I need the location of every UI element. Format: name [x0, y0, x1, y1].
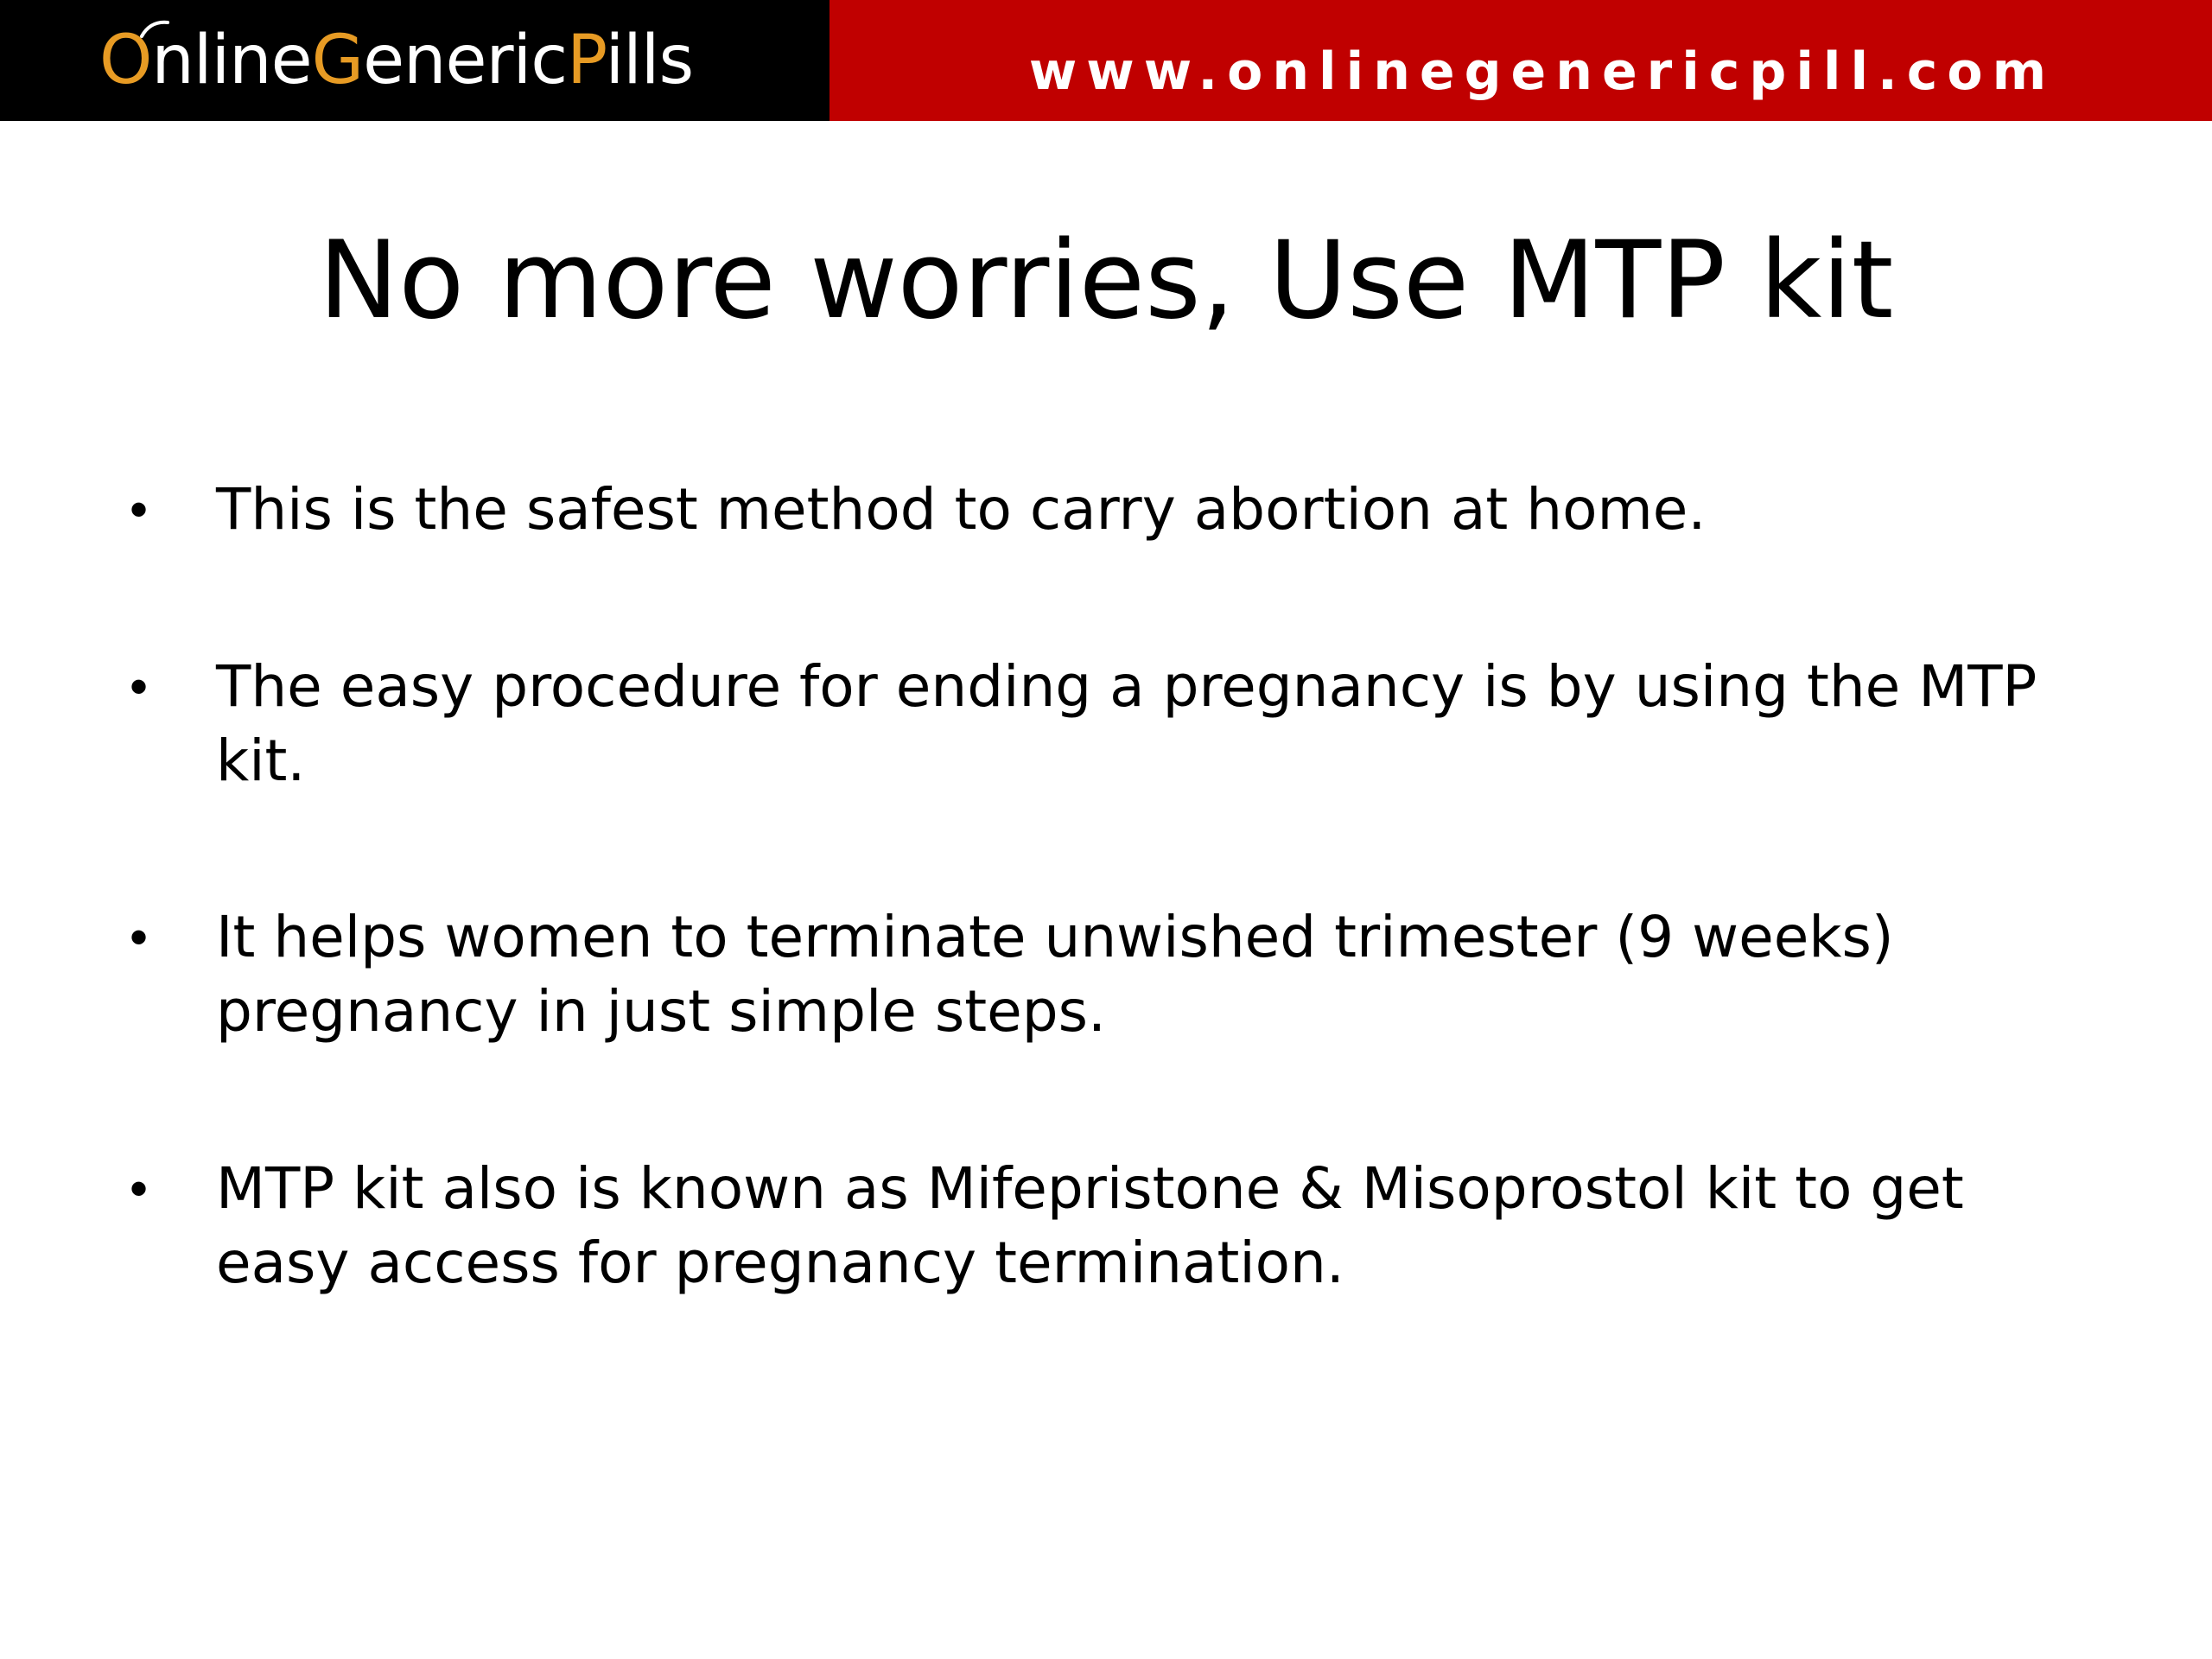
bullet-icon: •: [130, 908, 149, 966]
logo-letter-g: G: [311, 22, 364, 99]
bullet-text: The easy procedure for ending a pregnancy is by using the MTP kit.: [216, 653, 2037, 794]
bullet-text: It helps women to terminate unwished trimester (9 weeks) pregnancy in just simple steps.: [216, 904, 1894, 1045]
logo-letter-p: P: [567, 22, 606, 99]
bullet-text: This is the safest method to carry abortion at home.: [216, 476, 1707, 543]
site-url-link[interactable]: www.onlinegenericpill.com: [1028, 41, 2056, 102]
logo-letter-o: O: [99, 22, 152, 99]
logo-word-eneric: eneric: [363, 22, 568, 99]
bullet-icon: •: [130, 1160, 149, 1217]
bullet-icon: •: [130, 480, 149, 538]
logo-word-ills: ills: [605, 22, 694, 99]
bullet-icon: •: [130, 658, 149, 715]
bullet-text: MTP kit also is known as Mifepristone & Misoprostol kit to get easy access for pregnancy termination.: [216, 1155, 1964, 1296]
logo-word-nline: nline: [151, 22, 312, 99]
slide-title: No more worries, Use MTP kit: [318, 219, 1894, 343]
